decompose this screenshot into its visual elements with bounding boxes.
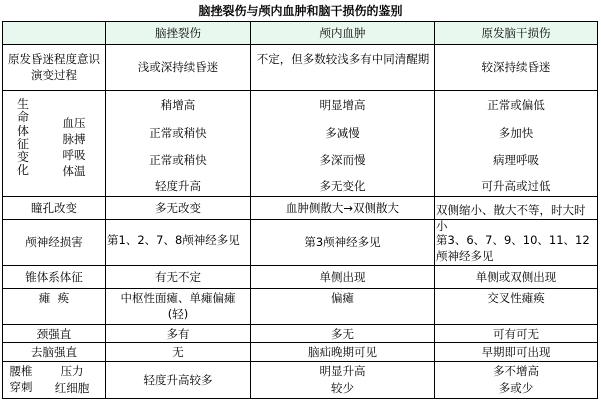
cell-paralysis-hematoma: 偏瘫 xyxy=(331,291,354,305)
cell-resp-hematoma: 多深而慢 xyxy=(319,153,366,167)
cell-temp-hematoma: 多无变化 xyxy=(319,179,366,193)
cell-rbc-hematoma: 较少 xyxy=(331,381,354,395)
cell-pulse-contusion: 正常或稍快 xyxy=(149,126,207,140)
row-divider xyxy=(3,265,597,266)
row-label-paralysis: 瘫 痪 xyxy=(38,291,70,305)
row-divider xyxy=(3,361,597,362)
row-divider xyxy=(3,288,597,289)
cell-temp-contusion: 轻度升高 xyxy=(155,179,201,193)
page-title: 脑挫裂伤与颅内血肿和脑干损伤的鉴别 xyxy=(198,4,403,18)
cell-pyramidal-brainstem: 单侧或双侧出现 xyxy=(475,270,557,284)
cell-temp-brainstem: 可升高或过低 xyxy=(481,179,551,193)
cell-lp-contusion: 轻度升高较多 xyxy=(143,373,213,387)
row-label-temp: 体温 xyxy=(62,164,86,178)
cell-pupil-contusion: 多无改变 xyxy=(155,201,201,215)
cell-bp-brainstem: 正常或偏低 xyxy=(487,98,545,112)
row-label-pyramidal: 锥体系体征 xyxy=(25,270,83,284)
row-label-cranial: 颅神经损害 xyxy=(25,235,83,249)
cell-neck-hematoma: 多无 xyxy=(331,327,354,341)
comparison-table xyxy=(2,21,598,399)
header-brainstem: 原发脑干损伤 xyxy=(481,26,551,40)
cell-pressure-hematoma: 明显升高 xyxy=(319,364,366,378)
row-divider xyxy=(3,90,597,91)
cell-paralysis-contusion: 中枢性面瘫、单瘫偏瘫(轻) xyxy=(120,291,236,321)
row-label-rbc: 红细胞 xyxy=(54,381,90,395)
cell-decerebrate-contusion: 无 xyxy=(172,345,184,359)
cell-decerebrate-brainstem: 早期即可出现 xyxy=(481,345,551,359)
cell-decerebrate-hematoma: 脑疝晚期可见 xyxy=(308,345,377,359)
row-label-bp: 血压 xyxy=(62,116,86,130)
cell-bp-contusion: 稍增高 xyxy=(160,98,196,112)
row-divider xyxy=(3,324,597,325)
row-label-pulse: 脉搏 xyxy=(62,132,86,146)
row-label-neck: 颈强直 xyxy=(36,327,72,341)
cell-pupil-brainstem: 双侧缩小、散大不等，时大时小 xyxy=(436,203,586,233)
cell-neck-contusion: 多有 xyxy=(166,327,190,341)
cell-cranial-contusion: 第1、2、7、8颅神经多见 xyxy=(107,233,240,247)
header-contusion: 脑挫裂伤 xyxy=(155,26,201,40)
cell-pyramidal-hematoma: 单侧出现 xyxy=(319,270,366,284)
row-label-decerebrate: 去脑强直 xyxy=(31,345,77,359)
cell-bp-hematoma: 明显增高 xyxy=(319,98,366,112)
cell-pupil-hematoma: 血肿侧散大→双侧散大 xyxy=(285,201,400,215)
cell-cranial-hematoma: 第3颅神经多见 xyxy=(304,235,381,249)
cell-pulse-hematoma: 多减慢 xyxy=(325,126,360,140)
row-label-consciousness: 原发昏迷程度意识演变过程 xyxy=(8,52,100,82)
cell-resp-contusion: 正常或稍快 xyxy=(149,153,207,167)
cell-consciousness-brainstem: 较深持续昏迷 xyxy=(481,60,551,74)
cell-resp-brainstem: 病理呼吸 xyxy=(493,153,539,167)
cell-consciousness-hematoma: 不定，但多数较浅多有中同清醒期 xyxy=(256,52,430,66)
group-label-vital-signs: 生命体征变化 xyxy=(16,97,29,178)
cell-pulse-brainstem: 多加快 xyxy=(498,126,534,140)
group-label-lumbar-puncture: 腰椎穿刺 xyxy=(9,364,33,394)
header-hematoma: 颅内血肿 xyxy=(319,26,366,40)
row-divider xyxy=(3,342,597,343)
cell-paralysis-brainstem: 交叉性瘫痪 xyxy=(487,291,545,305)
cell-neck-brainstem: 可有可无 xyxy=(493,327,539,341)
row-divider xyxy=(3,196,597,197)
row-label-pressure: 压力 xyxy=(60,364,84,378)
cell-consciousness-contusion: 浅或深持续昏迷 xyxy=(137,60,219,74)
cell-cranial-brainstem: 第3、6、7、9、10、11、12颅神经多见 xyxy=(436,233,590,263)
row-divider xyxy=(3,44,597,45)
cell-pressure-brainstem: 多不增高 xyxy=(493,364,539,378)
cell-rbc-brainstem: 多或少 xyxy=(498,381,534,395)
cell-pyramidal-contusion: 有无不定 xyxy=(155,270,201,284)
row-label-resp: 呼吸 xyxy=(62,148,86,162)
row-label-pupil: 瞳孔改变 xyxy=(31,201,77,215)
